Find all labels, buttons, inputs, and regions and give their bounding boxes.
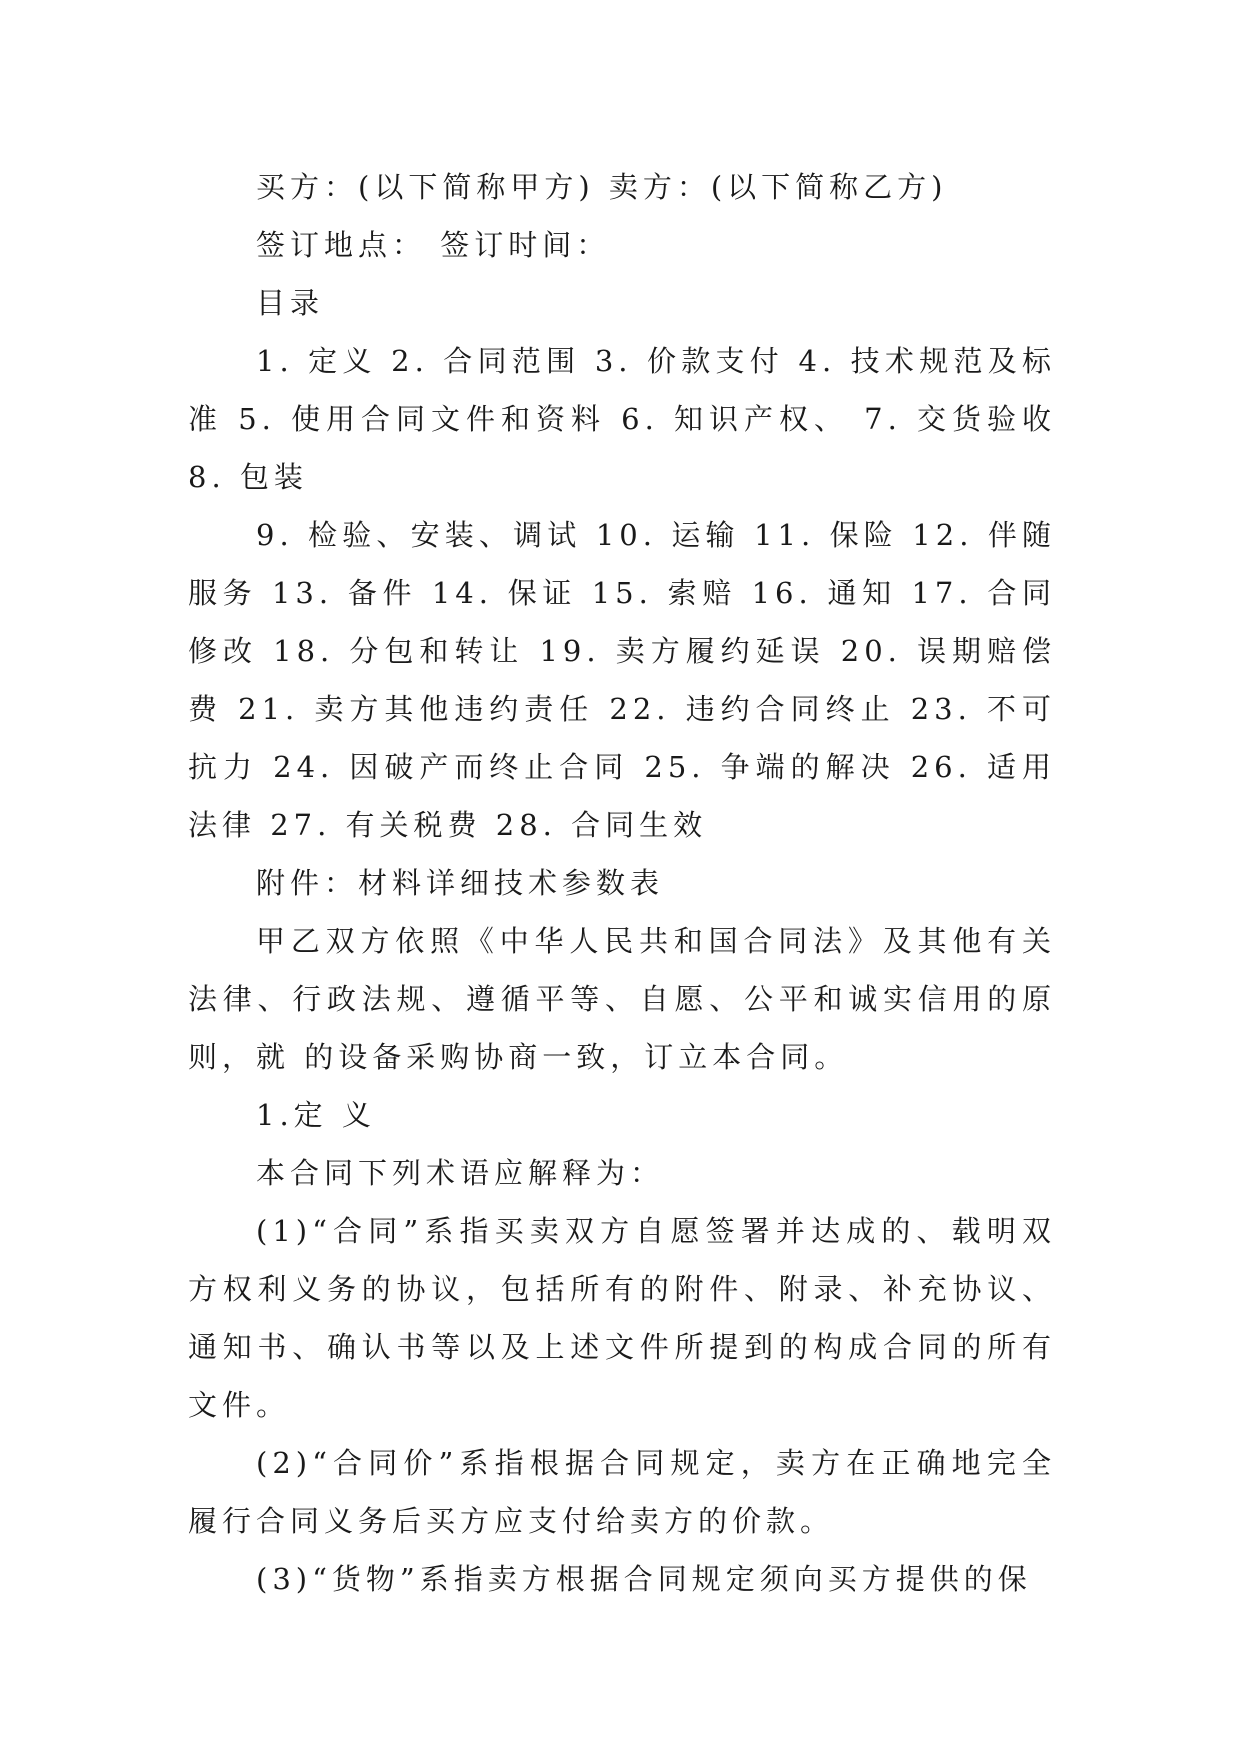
- toc-heading: 目录: [256, 286, 325, 320]
- toc-items-1: 1. 定义 2. 合同范围 3. 价款支付 4. 技术规范及标准 5. 使用合同文件和资料 6. 知识产权、 7. 交货验收 8. 包装: [188, 344, 1056, 494]
- attachment-line: 附件：材料详细技术参数表: [256, 866, 665, 900]
- definition-contract-price: (2)“合同价”系指根据合同规定，卖方在正确地完全履行合同义务后买方应支付给卖方的价款。: [188, 1446, 1056, 1538]
- signing-info-line: 签订地点： 签订时间：: [256, 228, 611, 262]
- contract-body: [188, 158, 1056, 1608]
- preamble-paragraph: 甲乙双方依照《中华人民共和国合同法》及其他有关法律、行政法规、遵循平等、自愿、公平和诚实信用的原则，就 的设备采购协商一致，订立本合同。: [188, 924, 1056, 1074]
- section-heading-definitions: 1.定 义: [256, 1098, 376, 1132]
- definitions-intro: 本合同下列术语应解释为：: [256, 1156, 665, 1190]
- parties-line: 买方：(以下简称甲方) 卖方：(以下简称乙方): [256, 170, 948, 204]
- definition-contract: (1)“合同”系指买卖双方自愿签署并达成的、载明双方权利义务的协议，包括所有的附件、附录、补充协议、通知书、确认书等以及上述文件所提到的构成合同的所有文件。: [188, 1214, 1056, 1422]
- definition-goods: (3)“货物”系指卖方根据合同规定须向买方提供的保: [256, 1562, 1032, 1596]
- toc-items-2: 9. 检验、安装、调试 10. 运输 11. 保险 12. 伴随服务 13. 备件 14. 保证 15. 索赔 16. 通知 17. 合同修改 18. 分包和转让 19. 卖方履约延误 20. 误期赔偿费 21. 卖方其他违约责任 22. 违约合同终止 23. 不可抗力 24. 因破产而终止合同 25. 争端的解决 26. 适用法律 27. 有关税费 28. 合同生效: [188, 518, 1056, 842]
